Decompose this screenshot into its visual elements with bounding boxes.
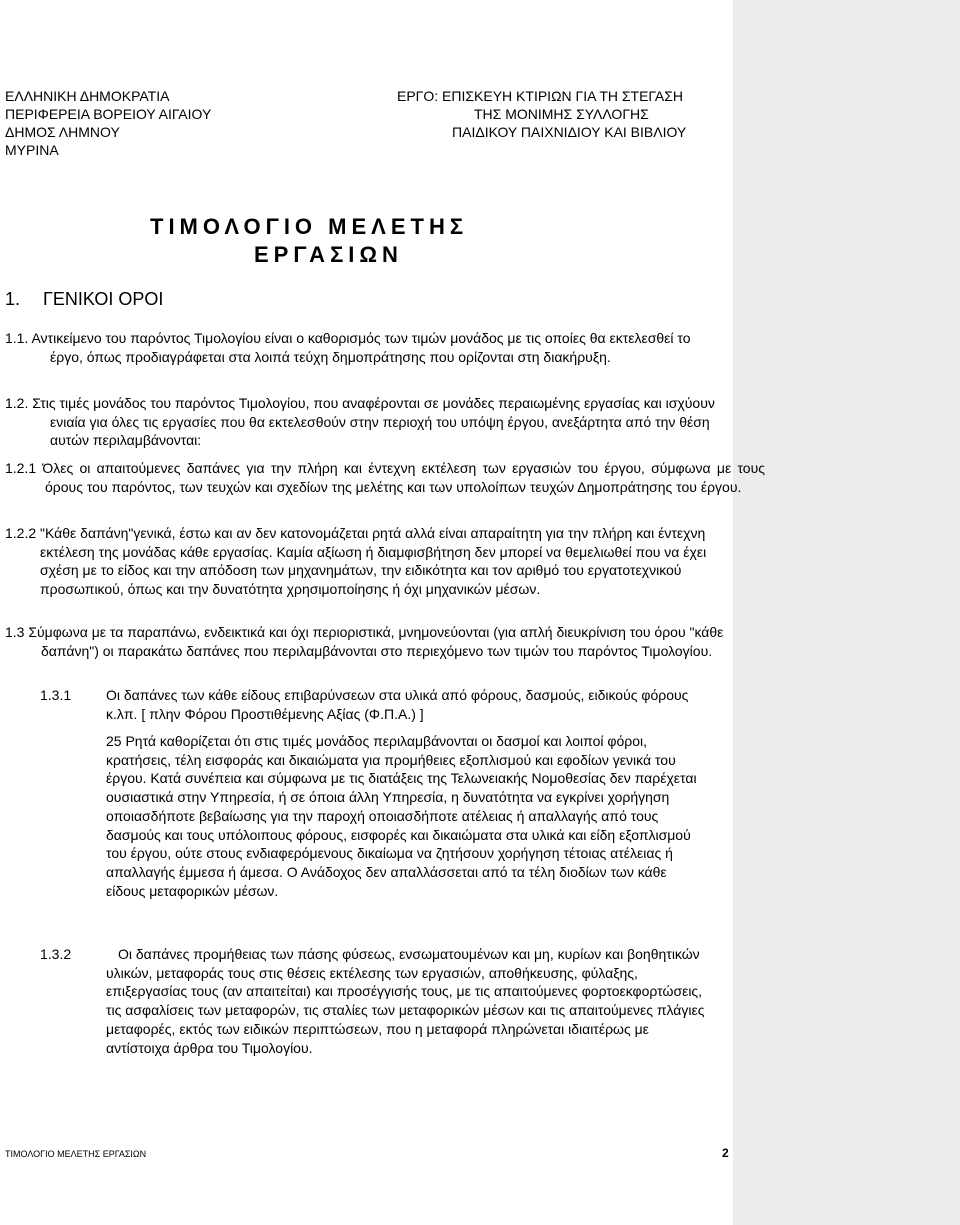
document-title (150, 213, 570, 269)
header-line: ΠΕΡΙΦΕΡΕΙΑ ΒΟΡΕΙΟΥ ΑΙΓΑΙΟΥ (5, 106, 212, 122)
header-line: ΕΛΛΗΝΙΚΗ ΔΗΜΟΚΡΑΤΙΑ (5, 88, 170, 104)
right-margin-panel (733, 0, 960, 1225)
paragraph-1-1: 1.1. Αντικείμενο του παρόντος Τιμολογίου είναι ο καθορισμός των τιμών μονάδος με τις οποίες θα εκτελεσθεί το έργο, όπως προδιαγράφεται στα λοιπά τεύχη δημοπράτησης που ορίζονται στη διακήρυξη. (5, 330, 691, 365)
header-line: ΔΗΜΟΣ ΛΗΜΝΟΥ (5, 124, 120, 140)
section-number: 1. (5, 289, 21, 309)
paragraph-number: 1.2.2 (5, 525, 37, 541)
section-label: ΓΕΝΙΚΟΙ ΟΡΟΙ (43, 289, 164, 309)
paragraph-text: Οι δαπάνες προμήθειας των πάσης φύσεως, ενσωματουμένων και μη, κυρίων και βοηθητικών υλικών, μεταφοράς τους στις θέσεις εκτέλεσης των εργασιών, αποθήκευσης, φύλαξης, επιξεργασίας τους (αν απαιτείται) και προσέγγισής τους, με τις απαιτούμενες φορτοεκφορτώσεις, τις ασφαλίσεις των μεταφορών, τις σταλίες των μεταφορικών μέσων και τις απαιτούμενες πλάγιες μεταφορές, εκτός των ειδικών περιπτώσεων, που η μεταφορά πληρώνεται ιδιαιτέρως με αντίστοιχα άρθρα του Τιμολογίου. (106, 946, 705, 1056)
title-line-2: ΕΡΓΑΣΙΩΝ (254, 242, 403, 267)
paragraph-1-2-1: 1.2.1 Όλες οι απαιτούμενες δαπάνες για την πλήρη και έντεχνη εκτέλεση των εργασιών του έργου, σύμφωνα με τους όρους του παρόντος, των τευχών και σχεδίων της μελέτης και των υπολοίπων τευχών Δημοπράτησης του έργου. (5, 460, 765, 495)
header-line: ΕΡΓΟ: ΕΠΙΣΚΕΥΗ ΚΤΙΡΙΩΝ ΓΙΑ ΤΗ ΣΤΕΓΑΣΗ (397, 88, 683, 104)
section-heading (5, 287, 163, 311)
header-project (397, 87, 717, 141)
paragraph-text: Οι δαπάνες των κάθε είδους επιβαρύνσεων στα υλικά από φόρους, δασμούς, ειδικούς φόρους κ.λπ. [ πλην Φόρου Προστιθέμενης Αξίας (Φ.Π.Α.) ] (106, 687, 689, 722)
paragraph-1-3: 1.3 Σύμφωνα με τα παραπάνω, ενδεικτικά και όχι περιοριστικά, μνημονεύονται (για απλή διευκρίνιση του όρου "κάθε δαπάνη") οι παρακάτω δαπάνες που περιλαμβάνονται στο περιεχόμενο των τιμών του παρόντος Τιμολογίου. (5, 624, 724, 659)
header-authority (5, 87, 211, 159)
paragraph-number: 1.3.2 (40, 946, 72, 962)
header-line: ΜΥΡΙΝΑ (5, 142, 59, 158)
footer-document-title: ΤΙΜΟΛΟΓΙΟ ΜΕΛΕΤΗΣ ΕΡΓΑΣΙΩΝ (5, 1149, 147, 1159)
header-line: ΠΑΙΔΙΚΟΥ ΠΑΙΧΝΙΔΙΟΥ ΚΑΙ ΒΙΒΛΙΟΥ (452, 124, 687, 140)
paragraph-text: "Κάθε δαπάνη"γενικά, έστω και αν δεν κατονομάζεται ρητά αλλά είναι απαραίτητη για την πλήρη και έντεχνη εκτέλεση της μονάδας κάθε εργασίας. Καμία αξίωση ή διαμφισβήτηση δεν μπορεί να θεμελιωθεί που να έχει σχέση με το είδος και την απόδοση των μηχανημάτων, την ειδικότητα και τον αριθμό του εργατοτεχνικού προσωπικού, όπως και την δυνατότητα χρησιμοποίησης ή όχι μηχανικών μέσων. (40, 525, 707, 598)
title-line-1: ΤΙΜΟΛΟΓΙΟ ΜΕΛΕΤΗΣ (150, 214, 469, 239)
paragraph-number: 1.3.1 (40, 687, 72, 703)
paragraph-1-2: 1.2. Στις τιμές μονάδος του παρόντος Τιμολογίου, που αναφέρονται σε μονάδες περαιωμένης εργασίας και ισχύουν ενιαία για όλες τις εργασίες που θα εκτελεσθούν στην περιοχή του υπόψη έργου, ανεξάρτητα από την θέση αυτών περιλαμβάνονται: (5, 395, 715, 449)
page-number: 2 (722, 1146, 729, 1160)
paragraph-25: 25 Ρητά καθορίζεται ότι στις τιμές μονάδος περιλαμβάνονται οι δασμοί και λοιποί φόροι, κρατήσεις, τέλη εισφοράς και δικαιώματα για προμήθειες εξοπλισμού και εφοδίων γενικά του έργου. Κατά συνέπεια και σύμφωνα με τις διατάξεις της Τελωνειακής Νομοθεσίας δεν παρέχεται ουσιαστικά στην Υπηρεσία, ή σε όποια άλλη Υπηρεσία, η δυνατότητα να εγκρίνει χορήγηση οποιασδήποτε βεβαίωσης για την παροχή οποιασδήποτε ατέλειας ή απαλλαγής από τους δασμούς και τους υπόλοιπους φόρους, εισφορές και δικαιώματα στα υλικά και είδη εξοπλισμού του έργου, ούτε στους ενδιαφερόμενους δικαίωμα να ζητήσουν χορήγηση τέτοιας ατέλειας ή απαλλαγής έμμεσα ή άμεσα. Ο Ανάδοχος δεν απαλλάσσεται από τα τέλη διοδίων των κάθε είδους μεταφορικών μέσων. (106, 733, 697, 899)
header-line: ΤΗΣ ΜΟΝΙΜΗΣ ΣΥΛΛΟΓΗΣ (474, 106, 649, 122)
